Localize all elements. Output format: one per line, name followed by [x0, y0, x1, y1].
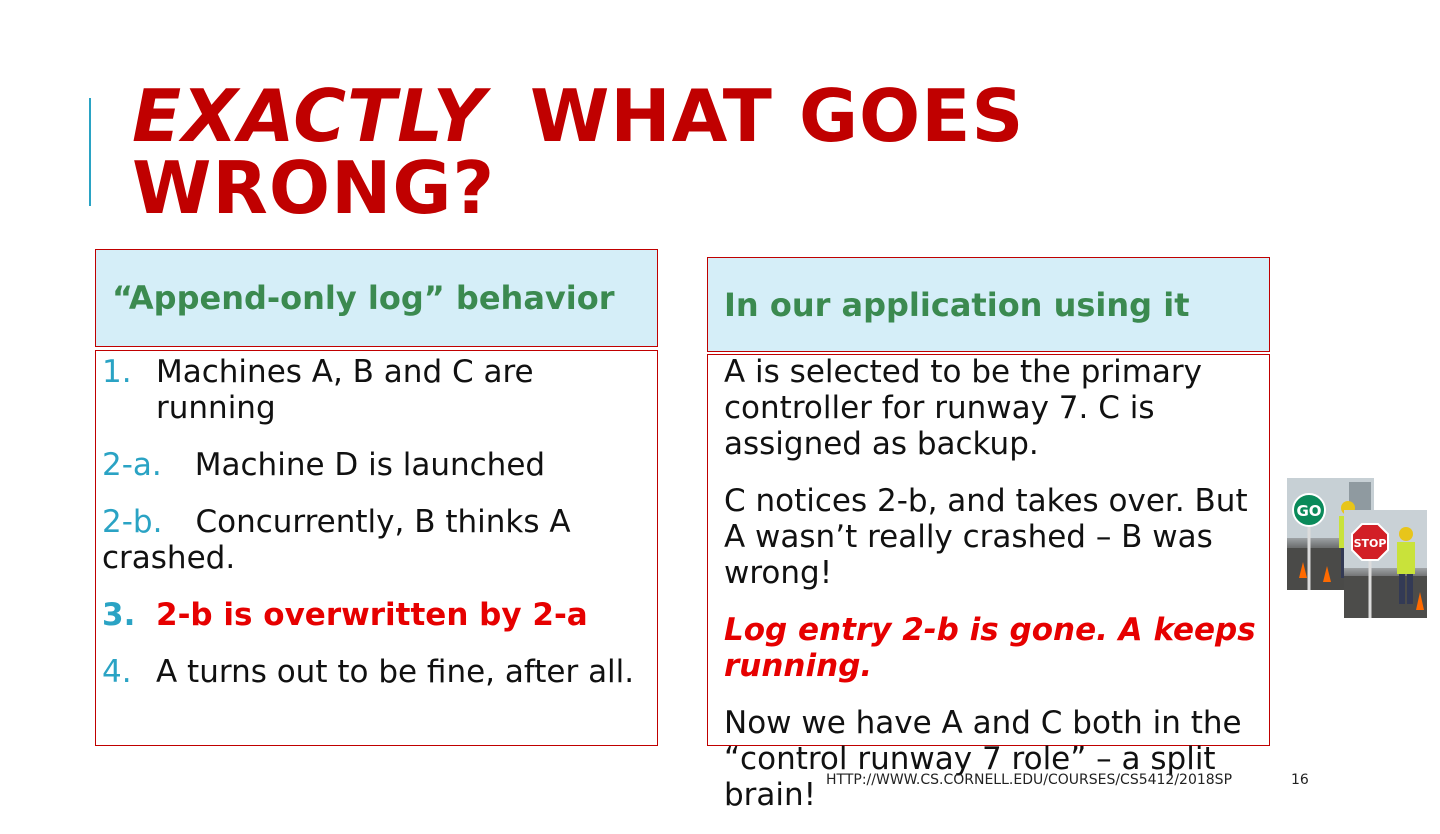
list-item-number: 2-b.: [102, 504, 163, 540]
list-item-number: 1.: [102, 354, 132, 390]
title-accent-bar: [89, 98, 91, 206]
title-rest: WHAT GOES WRONG?: [132, 74, 1025, 230]
list-item: [102, 504, 642, 576]
list-item-number: 2-a.: [102, 447, 162, 483]
stop-sign-worker-photo: [1344, 510, 1427, 618]
list-item-text: Machine D is launched: [194, 447, 546, 483]
paragraph: Now we have A and C both in the “control runway 7 role” – a split brain!: [724, 705, 1242, 813]
stop-sign-worker-icon: [1344, 510, 1427, 618]
list-item-text: A turns out to be fine, after all.: [156, 654, 635, 690]
left-header-text: “Append-only log” behavior: [112, 279, 615, 317]
paragraph: C notices 2-b, and takes over. But A wasn’t really crashed – B was wrong!: [724, 483, 1248, 591]
left-column-header: [95, 249, 658, 347]
title-emphasis: EXACTLY: [132, 74, 486, 158]
paragraph: A is selected to be the primary controller for runway 7. C is assigned as backup.: [724, 354, 1203, 462]
stop-sign-text: STOP: [1353, 537, 1387, 550]
list-item-highlighted: [102, 597, 642, 633]
slide-title: [132, 74, 1332, 230]
list-item: [102, 447, 642, 483]
list-item: [102, 354, 642, 426]
list-item-text: Concurrently, B thinks A crashed.: [102, 504, 571, 576]
slide-page-number: 16: [1291, 772, 1309, 788]
list-item-number: 4.: [102, 654, 132, 690]
list-item-number: 3.: [102, 597, 136, 633]
emphasized-paragraph: Log entry 2-b is gone. A keeps running.: [724, 612, 1256, 684]
list-item-text: Machines A, B and C are running: [156, 354, 534, 426]
right-column-header: [707, 257, 1270, 352]
footer-course-url: HTTP://WWW.CS.CORNELL.EDU/COURSES/CS5412/2018SP: [826, 772, 1233, 788]
go-sign-text: GO: [1296, 502, 1322, 520]
right-explanation-text: [724, 354, 1264, 834]
list-item: [102, 654, 642, 690]
right-header-text: In our application using it: [724, 285, 1190, 324]
left-step-list: [102, 354, 642, 711]
list-item-text: 2-b is overwritten by 2-a: [156, 597, 588, 633]
